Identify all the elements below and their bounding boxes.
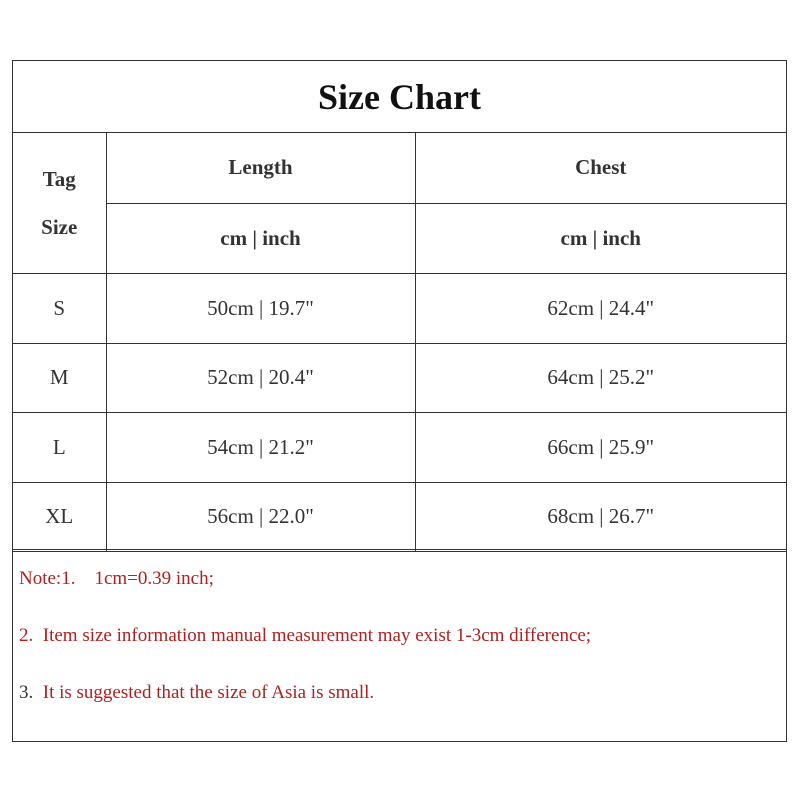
table-row: [13, 482, 786, 551]
table-row: [13, 412, 786, 482]
size-cell: L: [13, 412, 106, 482]
length-header: Length: [106, 133, 415, 203]
size-cell: XL: [13, 482, 106, 551]
tag-size-header-line2: Size: [41, 214, 78, 239]
chest-cell: 64cm | 25.2": [415, 343, 786, 412]
length-cell: 54cm | 21.2": [106, 412, 415, 482]
page-title: Size Chart: [13, 61, 786, 133]
size-table: [13, 133, 786, 552]
note-1: Note:1. 1cm=0.39 inch;: [19, 568, 214, 589]
tag-size-header: [13, 133, 106, 273]
chest-cell: 62cm | 24.4": [415, 273, 786, 343]
length-cell: 50cm | 19.7": [106, 273, 415, 343]
size-cell: S: [13, 273, 106, 343]
table-row: [13, 273, 786, 343]
length-cell: 52cm | 20.4": [106, 343, 415, 412]
notes-section: [13, 549, 786, 721]
size-chart-frame: [12, 60, 787, 742]
chest-cell: 66cm | 25.9": [415, 412, 786, 482]
table-header-row: [13, 133, 786, 203]
length-unit-header: cm | inch: [106, 203, 415, 273]
table-row: [13, 343, 786, 412]
note-2: 2. Item size information manual measurement may exist 1-3cm difference;: [19, 625, 592, 646]
chest-unit-header: cm | inch: [415, 203, 786, 273]
tag-size-header-line1: Tag: [42, 166, 76, 191]
table-unit-row: [13, 203, 786, 273]
length-cell: 56cm | 22.0": [106, 482, 415, 551]
chest-header: Chest: [415, 133, 786, 203]
note-3-number: 3.: [19, 682, 34, 703]
note-3-text: It is suggested that the size of Asia is small.: [42, 682, 375, 703]
chest-cell: 68cm | 26.7": [415, 482, 786, 551]
note-3: [19, 664, 786, 721]
size-cell: M: [13, 343, 106, 412]
